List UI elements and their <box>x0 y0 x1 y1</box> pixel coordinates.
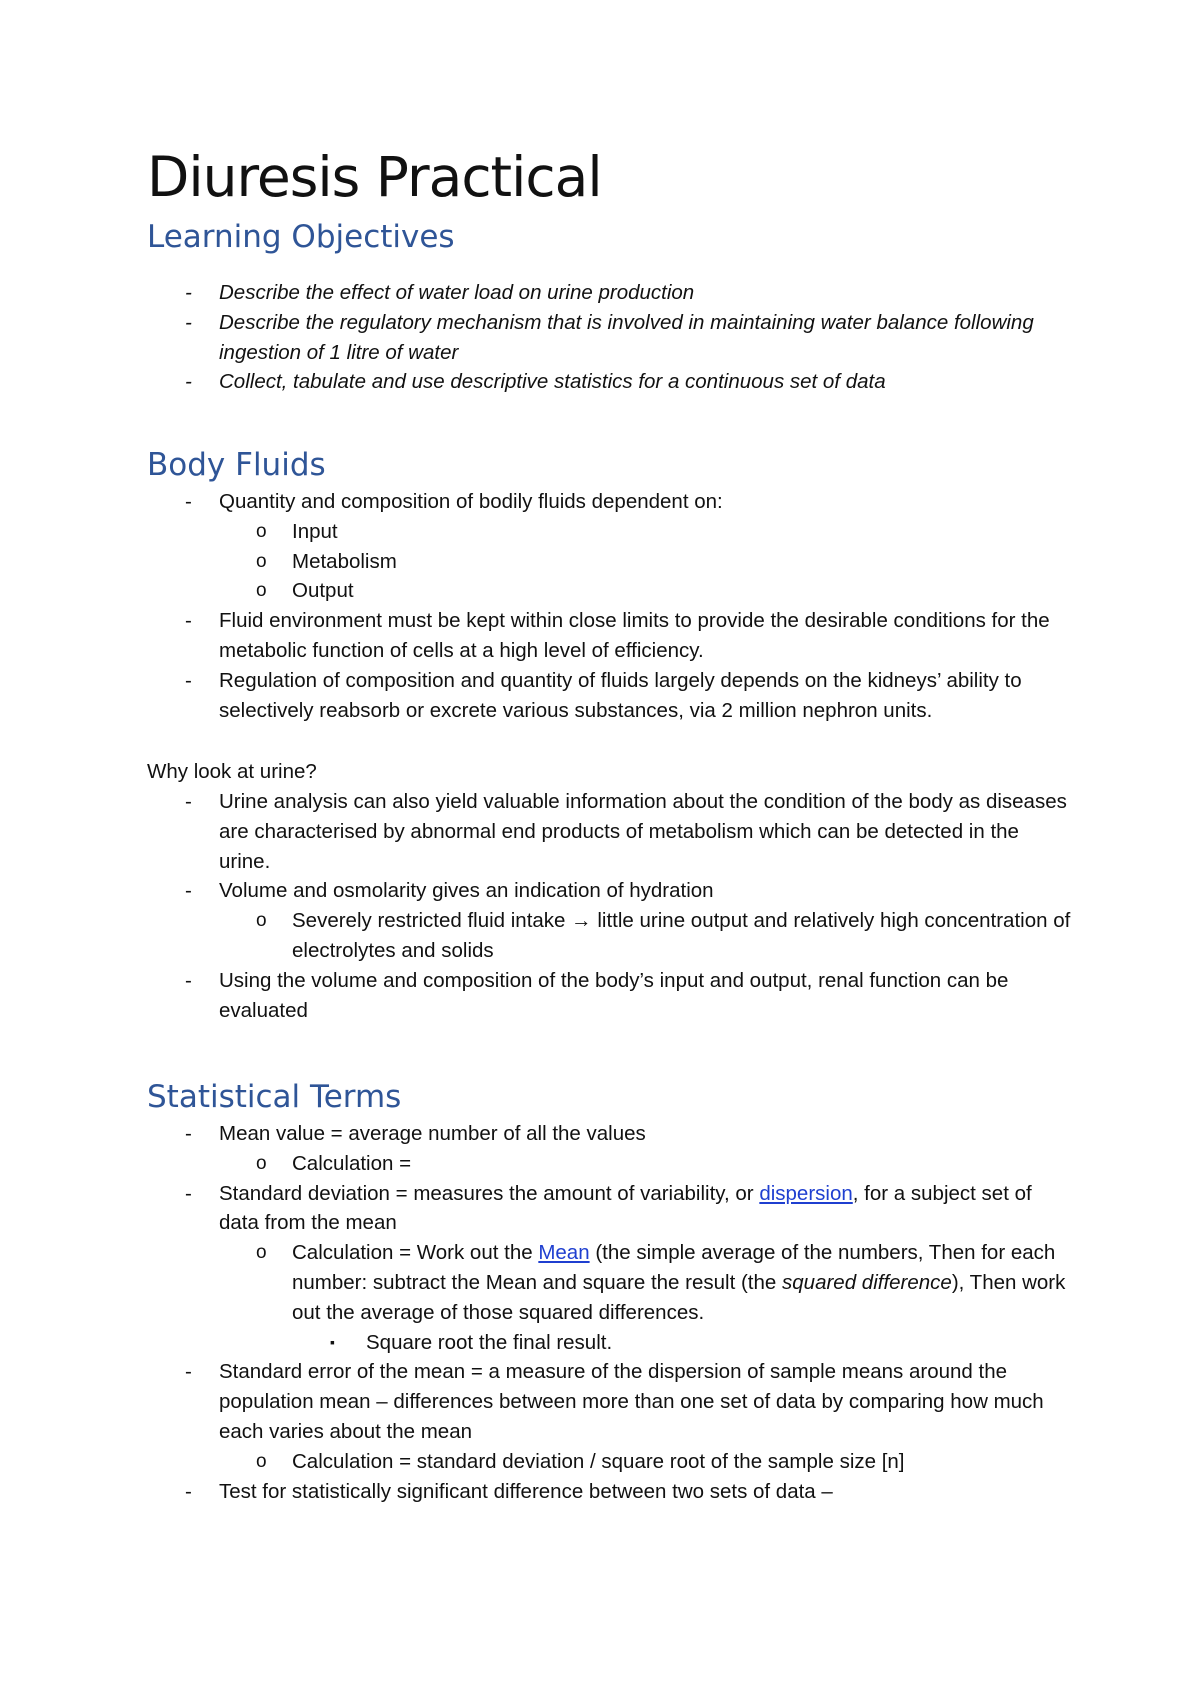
dash-bullet: - <box>185 370 192 394</box>
list-item: - Standard error of the mean = a measure of the dispersion of sample means around the population mean – differences between more than one set of data by comparing how much each varies about the mean <box>0 1357 1069 1446</box>
dash-bullet: - <box>185 609 192 633</box>
dash-bullet: - <box>185 968 192 992</box>
dash-bullet: - <box>185 879 192 903</box>
list-item: - Standard deviation = measures the amount of variability, or dispersion, for a subject set of data from the mean <box>0 1179 1069 1239</box>
list-item: - Regulation of composition and quantity of fluids largely depends on the kidneys’ ability to selectively reabsorb or excrete various substances, via 2 million nephron units. <box>0 666 1069 726</box>
body-fluids-list <box>0 487 1072 725</box>
list-item: - Describe the regulatory mechanism that is involved in maintaining water balance following ingestion of 1 litre of water <box>0 308 1069 368</box>
sub-list-item: o Calculation = <box>0 1149 1072 1179</box>
page-title: Diuresis Practical <box>147 145 602 209</box>
mean-link[interactable]: Mean <box>538 1241 590 1265</box>
list-item: - Fluid environment must be kept within close limits to provide the desirable conditions for the metabolic function of cells at a high level of efficiency. <box>0 606 1069 666</box>
circle-bullet: o <box>256 580 267 602</box>
dash-bullet: - <box>185 310 192 334</box>
circle-bullet: o <box>256 1152 267 1174</box>
sub-sub-list-item: ▪ Square root the final result. <box>0 1328 1066 1358</box>
dash-bullet: - <box>185 281 192 304</box>
arrow-icon: → <box>571 909 592 933</box>
list-item: - Collect, tabulate and use descriptive statistics for a continuous set of data <box>0 367 1069 397</box>
dash-bullet: - <box>185 1122 192 1145</box>
list-item: - Volume and osmolarity gives an indication of hydration <box>0 876 1069 906</box>
dash-bullet: - <box>185 790 192 813</box>
why-look-at-urine: Why look at urine? <box>147 760 317 783</box>
list-item: - Test for statistically significant difference between two sets of data – <box>0 1477 1069 1507</box>
square-bullet: ▪ <box>330 1333 335 1350</box>
learning-objectives-list <box>0 278 1069 397</box>
sub-list-item: o Calculation = standard deviation / square root of the sample size [n] <box>0 1447 1072 1477</box>
dash-bullet: - <box>185 1360 192 1384</box>
dash-bullet: - <box>185 490 192 513</box>
sub-list-item: o Metabolism <box>0 547 1072 577</box>
dash-bullet: - <box>185 1181 192 1205</box>
list-item: - Quantity and composition of bodily fluids dependent on: <box>0 487 1069 517</box>
circle-bullet: o <box>256 520 267 542</box>
sub-list-item: o Severely restricted fluid intake → little urine output and relatively high concentration of electrolytes and solids <box>0 906 1072 966</box>
circle-bullet: o <box>256 1450 267 1472</box>
sub-list-item: o Output <box>0 576 1072 606</box>
heading-statistical-terms: Statistical Terms <box>147 1079 402 1115</box>
list-item: - Urine analysis can also yield valuable information about the condition of the body as diseases are characterised by abnormal end products of metabolism which can be detected in the urine. <box>0 787 1069 876</box>
dash-bullet: - <box>185 668 192 692</box>
heading-learning-objectives: Learning Objectives <box>147 219 455 255</box>
circle-bullet: o <box>256 550 267 572</box>
urine-list <box>0 787 1072 1025</box>
dispersion-link[interactable]: dispersion <box>759 1181 853 1205</box>
dash-bullet: - <box>185 1479 192 1503</box>
sub-list-item: o Input <box>0 517 1072 547</box>
circle-bullet: o <box>256 910 267 932</box>
list-item: - Describe the effect of water load on urine production <box>0 278 1069 308</box>
statistical-terms-list <box>0 1119 1072 1506</box>
heading-body-fluids: Body Fluids <box>147 447 326 483</box>
sub-list-item: o Calculation = Work out the Mean (the simple average of the numbers, Then for each number: subtract the Mean and square the result (the squared difference), Then work out the average of those squared differences. <box>0 1238 1072 1327</box>
list-item: - Using the volume and composition of the body’s input and output, renal function can be evaluated <box>0 966 1069 1026</box>
list-item: - Mean value = average number of all the values <box>0 1119 1069 1149</box>
circle-bullet: o <box>256 1242 267 1264</box>
